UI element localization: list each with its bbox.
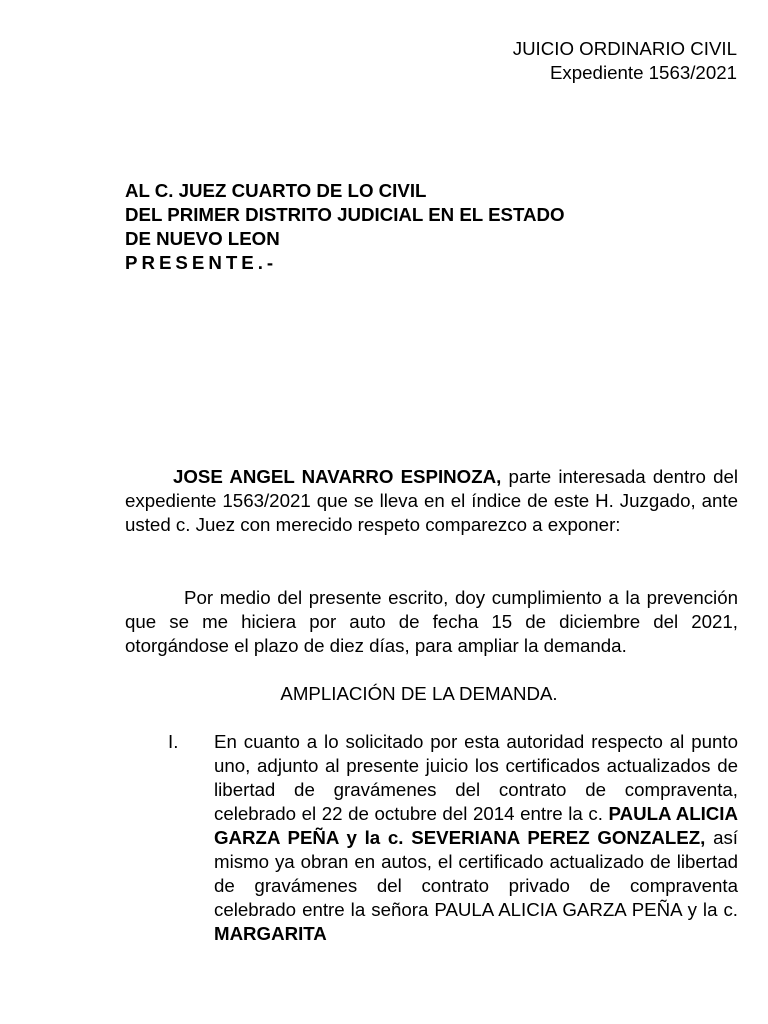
compliance-paragraph <box>125 586 738 658</box>
presente-line: PRESENTE.- <box>125 252 278 273</box>
addressee-line-1: AL C. JUEZ CUARTO DE LO CIVIL <box>125 180 427 201</box>
item-number: I. <box>168 731 179 752</box>
intro-text: parte interesada dentro del expediente 1563/2021 que se lleva en el índice de este H. Juzgado, ante usted c. Juez con merecido respeto comparezco a exponer: <box>125 466 739 535</box>
addressee-line-3: DE NUEVO LEON <box>125 228 280 249</box>
section-heading: AMPLIACIÓN DE LA DEMANDA. <box>280 683 558 704</box>
intro-paragraph <box>125 465 738 537</box>
addressee-line-2: DEL PRIMER DISTRITO JUDICIAL EN EL ESTADO <box>125 204 565 225</box>
item-text-a: En cuanto a lo solicitado por esta autoridad respecto al punto uno, adjunto al presente juicio los certificados actualizados de libertad de gravámenes del contrato de compraventa, celebrado el 22 de octubre del 2014 entre la c. <box>214 731 738 824</box>
case-number: Expediente 1563/2021 <box>549 62 737 83</box>
compliance-text: Por medio del presente escrito, doy cumplimiento a la prevención que se me hiciera por auto de fecha 15 de diciembre del 2021, otorgándose el plazo de diez días, para ampliar la demanda. <box>125 587 738 656</box>
item-text <box>214 730 738 946</box>
item-bold-b: MARGARITA <box>214 923 327 944</box>
addressee-block <box>125 179 565 275</box>
item-bold-a: PAULA ALICIA GARZA PEÑA y la c. SEVERIANA PEREZ GONZALEZ, <box>214 803 738 848</box>
item-text-b: así mismo ya obran en autos, el certificado actualizado de libertad de gravámenes del contrato privado de compraventa celebrado entre la señora PAULA ALICIA GARZA PEÑA y la c. <box>214 827 738 920</box>
party-name: JOSE ANGEL NAVARRO ESPINOZA, <box>173 466 502 487</box>
case-type: JUICIO ORDINARIO CIVIL <box>512 38 737 59</box>
list-item <box>168 730 738 946</box>
case-header <box>513 37 737 85</box>
